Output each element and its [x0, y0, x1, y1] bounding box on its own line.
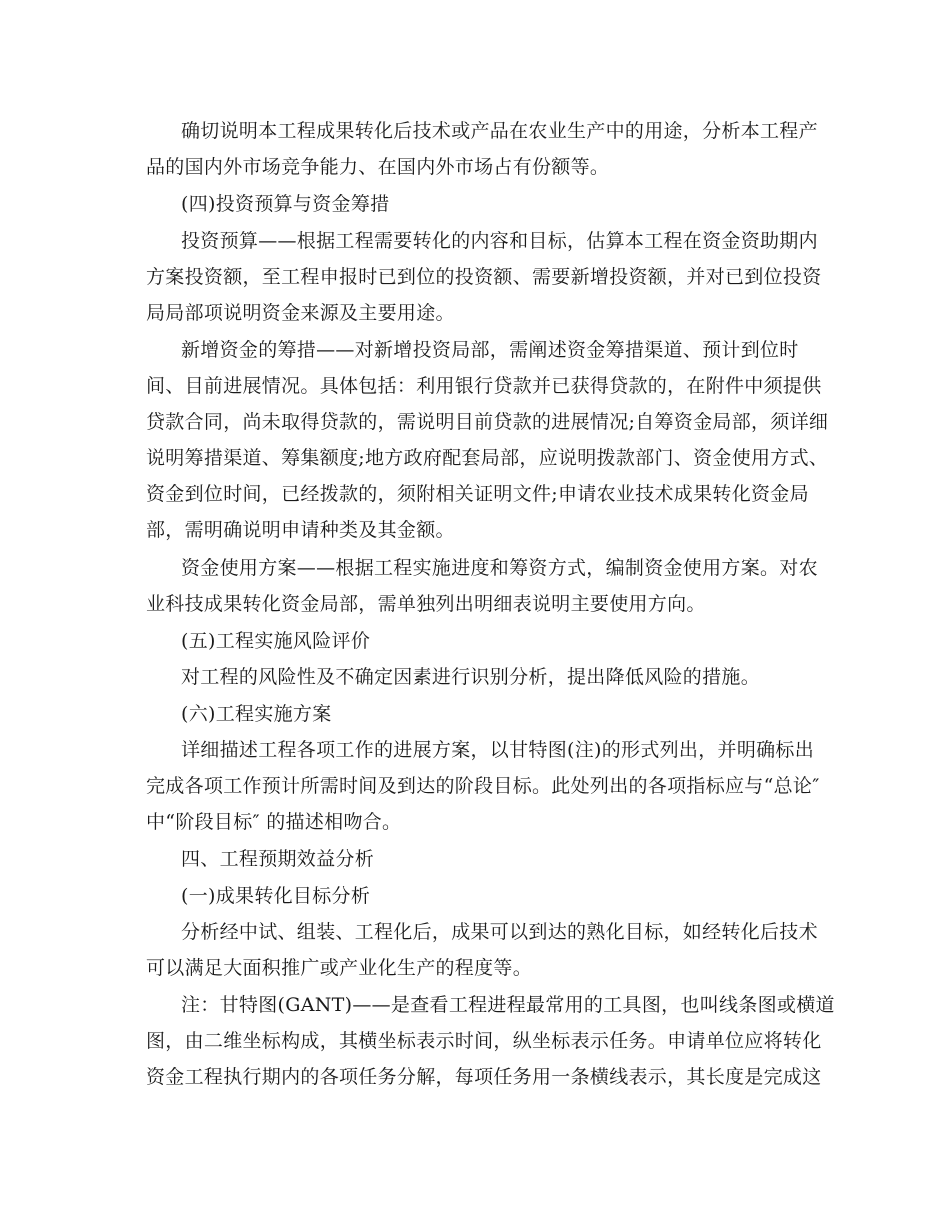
text-line: 业科技成果转化资金局部，需单独列出明细表说明主要使用方向。: [146, 593, 706, 615]
text-line: 详细描述工程各项工作的进展方案，以甘特图(注)的形式列出，并明确标出: [181, 739, 815, 761]
text-line: 完成各项工作预计所需时间及到达的阶段目标。此处列出的各项指标应与“总论″: [146, 775, 820, 797]
text-line: 中“阶段目标″ 的描述相吻合。: [146, 811, 402, 833]
text-line: 资金到位时间，已经拨款的，须附相关证明文件;申请农业技术成果转化资金局: [146, 483, 809, 505]
section-heading: (五)工程实施风险评价: [181, 630, 371, 652]
text-line: 资金使用方案——根据工程实施进度和筹资方式，编制资金使用方案。对农: [181, 557, 818, 579]
note-line: 注：甘特图(GANT)——是查看工程进程最常用的工具图，也叫线条图或横道: [181, 994, 835, 1016]
text-line: 对工程的风险性及不确定因素进行识别分析，提出降低风险的措施。: [181, 666, 761, 688]
section-heading: (一)成果转化目标分析: [181, 885, 371, 907]
text-line: 部，需明确说明申请种类及其金额。: [146, 519, 455, 541]
note-line: 资金工程执行期内的各项任务分解，每项任务用一条横线表示，其长度是完成这: [146, 1066, 822, 1088]
section-heading: 四、工程预期效益分析: [181, 848, 375, 870]
text-line: 方案投资额，至工程申报时已到位的投资额、需要新增投资额，并对已到位投资: [146, 266, 822, 288]
note-line: 图，由二维坐标构成，其横坐标表示时间，纵坐标表示任务。申请单位应将转化: [146, 1030, 822, 1052]
section-heading: (六)工程实施方案: [181, 703, 332, 725]
text-line: 新增资金的筹措——对新增投资局部，需阐述资金筹措渠道、预计到位时: [181, 339, 799, 361]
text-line: 可以满足大面积推广或产业化生产的程度等。: [146, 957, 533, 979]
text-line: 说明筹措渠道、筹集额度;地方政府配套局部，应说明拨款部门、资金使用方式、: [146, 447, 829, 469]
text-line: 分析经中试、组装、工程化后，成果可以到达的熟化目标，如经转化后技术: [181, 921, 818, 943]
text-line: 确切说明本工程成果转化后技术或产品在农业生产中的用途，分析本工程产: [181, 120, 818, 142]
section-heading: (四)投资预算与资金筹措: [181, 193, 390, 215]
text-line: 投资预算——根据工程需要转化的内容和目标，估算本工程在资金资助期内: [181, 230, 818, 252]
text-line: 品的国内外市场竞争能力、在国内外市场占有份额等。: [146, 156, 610, 178]
text-line: 贷款合同，尚未取得贷款的，需说明目前贷款的进展情况;自筹资金局部，须详细: [146, 411, 829, 433]
text-line: 间、目前进展情况。具体包括：利用银行贷款并已获得贷款的，在附件中须提供: [146, 375, 822, 397]
text-line: 局局部项说明资金来源及主要用途。: [146, 302, 455, 324]
